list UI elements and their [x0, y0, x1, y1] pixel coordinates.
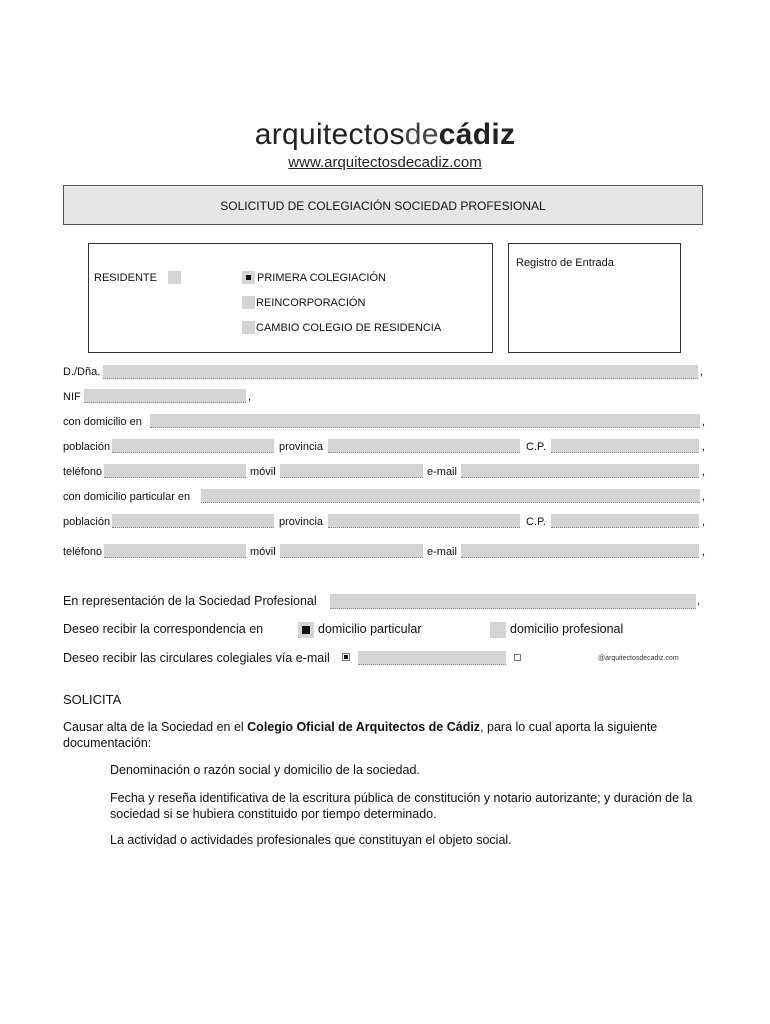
solicita-intro-post: , para lo cual aporta la siguiente documentación: — [63, 720, 658, 750]
provincia-input[interactable] — [328, 439, 520, 453]
poblacion-label: población — [63, 441, 111, 453]
circulares-label: Deseo recibir las circulares colegiales vía e-mail — [63, 651, 330, 665]
provincia-particular-label: provincia — [279, 516, 324, 528]
domicilio-particular-label: con domicilio particular en — [63, 491, 191, 503]
form-title: SOLICITUD DE COLEGIACIÓN SOCIEDAD PROFESIONAL — [63, 185, 703, 225]
website-link[interactable]: www.arquitectosdecadiz.com — [288, 154, 482, 171]
solicita-intro-pre: Causar alta de la Sociedad en el — [63, 720, 248, 734]
resident-checkbox[interactable] — [168, 271, 181, 284]
correspondencia-label: Deseo recibir la correspondencia en — [63, 622, 264, 636]
cp-particular-input[interactable] — [551, 514, 699, 528]
comma: , — [702, 416, 706, 428]
circulares-email-input[interactable] — [358, 651, 506, 665]
organization-logo — [0, 118, 770, 152]
representacion-label: En representación de la Sociedad Profesional — [63, 594, 317, 608]
domicilio-label: con domicilio en — [63, 416, 142, 428]
movil-input[interactable] — [280, 464, 423, 478]
email-domain-suffix: @arquitectosdecadiz.com — [598, 655, 679, 662]
movil-particular-input[interactable] — [280, 544, 423, 558]
domicilio-profesional-checkbox[interactable] — [490, 622, 506, 638]
solicita-heading: SOLICITA — [63, 692, 122, 707]
cp-particular-label: C.P. — [526, 516, 546, 528]
nif-label: NIF — [63, 391, 81, 403]
logo-text-cadiz: cádiz — [438, 118, 516, 151]
nif-input[interactable] — [84, 389, 246, 403]
email-particular-label: e-mail — [427, 546, 457, 558]
documentation-item: La actividad o actividades profesionales que constituyan el objeto social. — [110, 833, 512, 847]
domicilio-particular-input[interactable] — [201, 489, 700, 503]
movil-label: móvil — [250, 466, 276, 478]
comma: , — [700, 366, 704, 378]
email-input[interactable] — [461, 464, 699, 478]
telefono-particular-input[interactable] — [104, 544, 246, 558]
reincorporacion-checkbox[interactable] — [242, 296, 255, 309]
dna-input[interactable] — [103, 365, 698, 379]
telefono-particular-label: teléfono — [63, 546, 103, 558]
dna-label: D./Dña. — [63, 366, 101, 378]
poblacion-particular-input[interactable] — [112, 514, 274, 528]
domicilio-profesional-option: domicilio profesional — [510, 622, 624, 636]
cambio-colegio-checkbox[interactable] — [242, 321, 255, 334]
primera-colegiacion-checkbox[interactable] — [242, 271, 255, 284]
cambio-colegio-label: CAMBIO COLEGIO DE RESIDENCIA — [256, 322, 442, 334]
domicilio-particular-checkbox[interactable] — [298, 622, 314, 638]
movil-particular-label: móvil — [250, 546, 276, 558]
telefono-label: teléfono — [63, 466, 103, 478]
primera-colegiacion-label: PRIMERA COLEGIACIÓN — [257, 272, 386, 284]
documentation-item: Denominación o razón social y domicilio de la sociedad. — [110, 763, 420, 777]
sociedad-profesional-input[interactable] — [330, 594, 696, 609]
comma: , — [697, 595, 701, 607]
cp-input[interactable] — [551, 439, 699, 453]
poblacion-input[interactable] — [112, 439, 274, 453]
poblacion-particular-label: población — [63, 516, 111, 528]
circulares-checkbox[interactable] — [342, 653, 350, 661]
reincorporacion-label: REINCORPORACIÓN — [256, 297, 366, 309]
comma: , — [702, 546, 706, 558]
circulares-alt-checkbox[interactable] — [514, 654, 521, 661]
resident-label: RESIDENTE — [94, 272, 157, 284]
documentation-item: Fecha y reseña identificativa de la escritura pública de constitución y notario autorizante; y duración de la sociedad si se hubiera constituido por tiempo determinado. — [110, 791, 693, 821]
cp-label: C.P. — [526, 441, 546, 453]
provincia-particular-input[interactable] — [328, 514, 520, 528]
registro-entrada-label: Registro de Entrada — [516, 257, 614, 269]
provincia-label: provincia — [279, 441, 324, 453]
solicita-intro-bold: Colegio Oficial de Arquitectos de Cádiz — [247, 720, 481, 734]
telefono-input[interactable] — [104, 464, 246, 478]
comma: , — [702, 466, 706, 478]
comma: , — [702, 516, 706, 528]
domicilio-particular-option: domicilio particular — [318, 622, 422, 636]
comma: , — [702, 491, 706, 503]
logo-text-arquitectos: arquitectos — [254, 118, 405, 151]
domicilio-input[interactable] — [150, 414, 700, 428]
comma: , — [702, 441, 706, 453]
email-label: e-mail — [427, 466, 457, 478]
comma: , — [248, 391, 252, 403]
solicita-intro — [63, 719, 703, 751]
logo-text-de: de — [404, 118, 439, 151]
email-particular-input[interactable] — [461, 544, 699, 558]
